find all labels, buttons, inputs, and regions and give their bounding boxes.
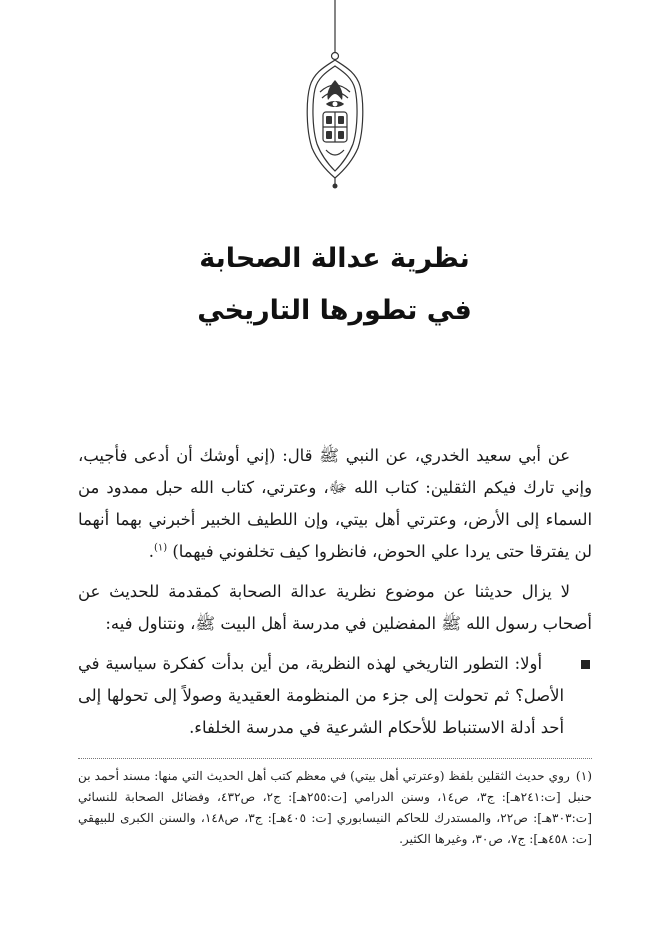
- footnote-number: (١): [575, 769, 592, 783]
- footnote-text: روي حديث الثقلين بلفظ (وعترتي أهل بيتي) في معظم كتب أهل الحديث التي منها: مسند أحمد بن حنبل [ت:٢٤١هـ]: ج٣، ص١٤، وسنن الدرامي [ت:٢٥٥هـ]: ج٢، ص٤٣٢، وفضائل الصحابة للنسائي [ت:٣٠٣هـ]: ص٢٢، والمستدرك للحاكم النيسابوري [ت: ٤٠٥هـ]: ج٣، ص١٤٨، والسنن الكبرى للبيهقي [ت: ٤٥٨هـ]: ج٧، ص٣٠، وغيرها الكثير.: [78, 769, 593, 846]
- body-text: [78, 440, 592, 752]
- page-title-line-2: في تطورها التاريخي: [197, 295, 472, 326]
- footnote: [78, 766, 592, 850]
- bullet-item-1: [78, 648, 592, 744]
- hadith-end-punct: .: [148, 542, 154, 561]
- hadith-text: عن أبي سعيد الخدري، عن النبي ﷺ قال: (إني أوشك أن أدعى فأجيب، وإني تارك فيكم الثقلين: كتاب الله ﷻ، وعترتي، كتاب الله حبل ممدود من السماء إلى الأرض، وعترتي أهل بيتي، وإن اللطيف الخبير أخبرني بهما أنهما لن يفترقا حتى يردا علي الحوض، فانظروا كيف تخلفوني فيهما): [78, 446, 592, 561]
- footnote-reference[interactable]: (١): [153, 542, 168, 554]
- square-bullet-icon: [581, 660, 590, 669]
- page-title-line-1: نظرية عدالة الصحابة: [199, 243, 470, 274]
- hanging-lantern-ornament-icon: [302, 0, 368, 190]
- paragraph-intro: لا يزال حديثنا عن موضوع نظرية عدالة الصحابة كمقدمة للحديث عن أصحاب رسول الله ﷺ المفضلين في مدرسة أهل البيت ﷺ، ونتناول فيه:: [78, 582, 592, 633]
- title-block: [0, 238, 669, 342]
- bullet-item-1-text: أولا: التطور التاريخي لهذه النظرية، من أين بدأت كفكرة سياسية في الأصل؟ ثم تحولت إلى جزء من المنظومة العقيدية وصولاً إلى تحولها إلى أحد أدلة الاستنباط للأحكام الشرعية في مدرسة الخلفاء.: [78, 654, 564, 737]
- paragraph-hadith: [78, 440, 592, 568]
- footnote-divider: [78, 758, 592, 759]
